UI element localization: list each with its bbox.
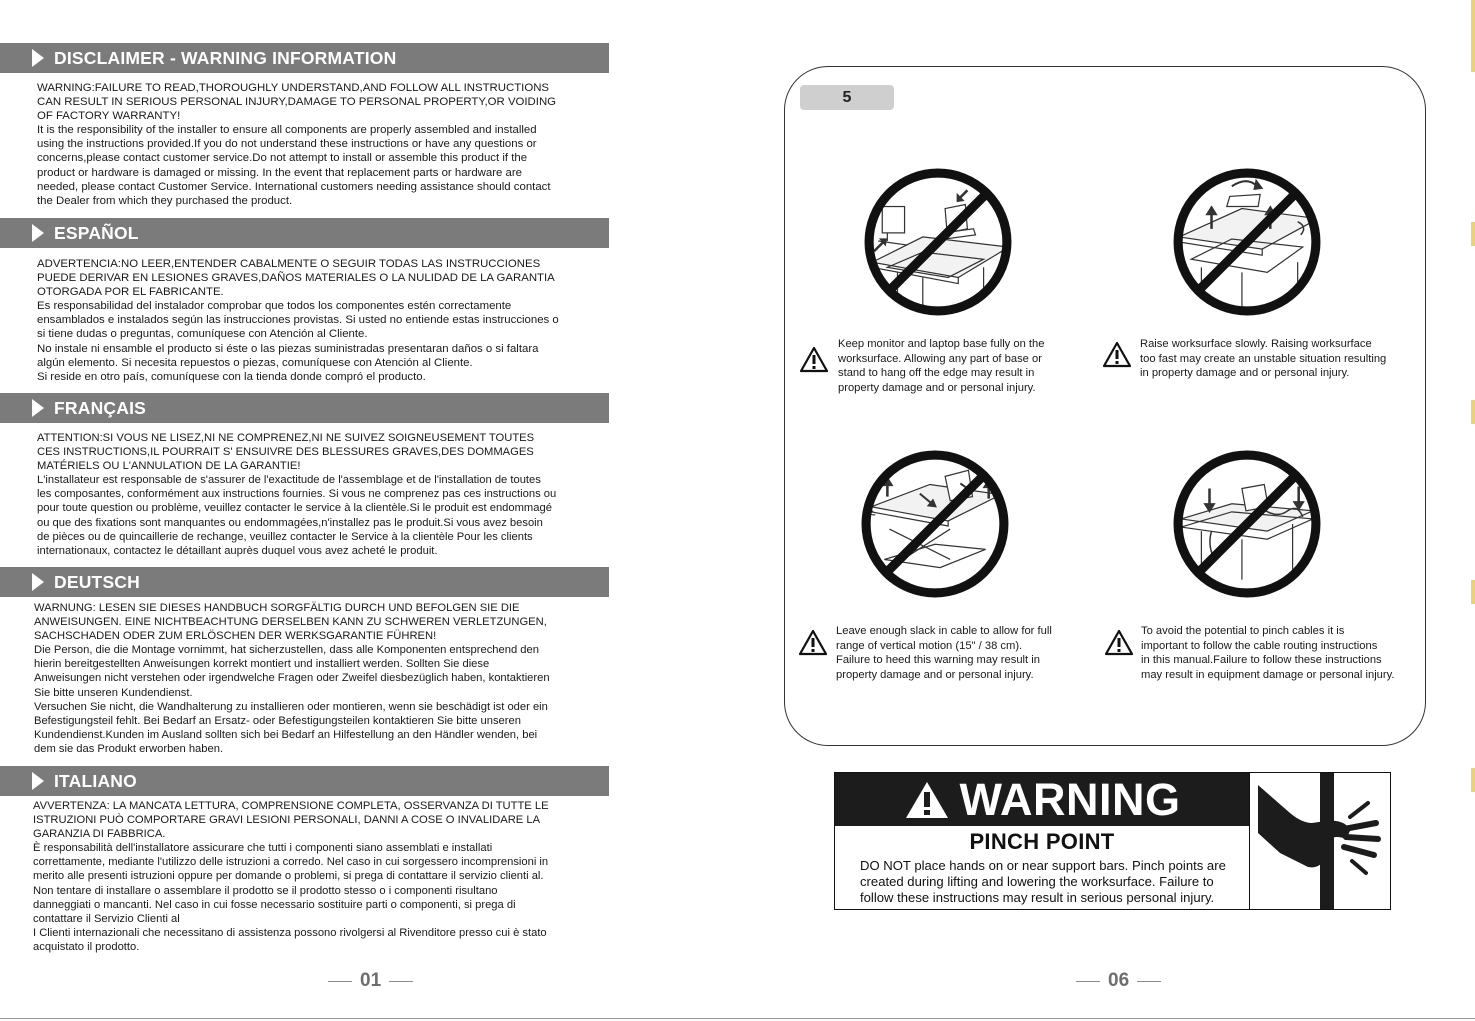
text-line: SACHSCHADEN ODER ZUM ERLÖSCHEN DER WERKSGARANTIE FÜHREN! xyxy=(34,630,437,643)
text-line: internationaux, contactez le détaillant auprès duquel vous avez acheté le produit. xyxy=(37,544,438,557)
text-line: MATÉRIELS OU L'ANNULATION DE LA GARANTIE! xyxy=(37,460,301,473)
text-line: Sie bitte unseren Kundendienst. xyxy=(34,686,193,699)
text-line: ATTENTION:SI VOUS NE LISEZ,NI NE COMPRENEZ,NI NE SUIVEZ SOIGNEUSEMENT TOUTES xyxy=(37,432,535,444)
text-line: Anweisungen nicht verstehen oder irgendwelche Fragen oder Zweifel diesbezüglich haben, kontaktieren xyxy=(34,672,550,685)
warning-subheading: PINCH POINT xyxy=(969,829,1115,854)
text-line: ANWEISUNGEN. EINE NICHTBEACHTUNG DERSELBEN KANN ZU SCHWEREN VERLETZUNGEN, xyxy=(34,616,547,629)
page-number-label: 06 xyxy=(1108,970,1130,991)
section-espanol-body xyxy=(37,257,609,384)
text-line: concerns,please contact customer service.Do not attempt to install or assemble this product if the xyxy=(37,152,528,165)
text-line: It is the responsibility of the installer to ensure all components are properly assembled and installed xyxy=(37,124,537,137)
section-disclaimer-body xyxy=(37,81,609,208)
text-line: No instale ni ensamble el producto si éste o las piezas suministradas presentaran daños o si faltara xyxy=(37,342,539,355)
text-line: pour toute question ou problème, veuillez contacter le service à la clientèle.Si le produit est endommagé xyxy=(37,502,552,515)
prohibited-fast-raise-illustration xyxy=(1171,166,1323,318)
text-line: in property damage and or personal injury. xyxy=(1140,367,1350,380)
text-line: correttamente, mediante l'utilizzo delle istruzioni a corredo. Nel caso in cui sorgessero incomprensioni in xyxy=(33,856,549,869)
triangle-bullet-icon xyxy=(32,573,44,591)
page-number-left xyxy=(320,970,421,992)
text-line: created during lifting and lowering the worksurface. Failure to xyxy=(860,873,1214,889)
section-francais-body xyxy=(37,431,609,558)
text-line: WARNUNG: LESEN SIE DIESES HANDBUCH SORGFÄLTIG DURCH UND BEFOLGEN SIE DIE xyxy=(34,602,520,614)
text-line: may result in equipment damage or personal injury. xyxy=(1141,668,1395,681)
section-title: DISCLAIMER - WARNING INFORMATION xyxy=(54,47,397,68)
text-line: ISTRUZIONI PUÒ COMPORTARE GRAVI LESIONI PERSONALI, DANNI A COSE O INVALIDARE LA xyxy=(33,814,541,827)
triangle-bullet-icon xyxy=(32,772,44,790)
dash-right xyxy=(1137,981,1161,982)
section-disclaimer-header xyxy=(0,43,609,73)
section-francais-header xyxy=(0,393,609,423)
section-title: FRANÇAIS xyxy=(54,397,147,418)
text-line: Befestigungsteil fehlt. Bei Bedarf an Ersatz- oder Befestigungsteilen kontaktieren Sie bitte unseren xyxy=(34,714,521,727)
section-title: ESPAÑOL xyxy=(54,222,139,243)
section-title: DEUTSCH xyxy=(54,571,140,592)
triangle-bullet-icon xyxy=(32,49,44,67)
text-line: les composantes, conformément aux instructions fournies. Si vous ne comprenez pas ces instructions ou xyxy=(37,488,557,501)
text-line: Kundendienst.Kunden im Ausland sollten sich bei Bedarf an Hilfestellung an den Händler wenden, bei xyxy=(34,728,538,741)
warning-header xyxy=(835,773,1249,826)
text-line: OF FACTORY WARRANTY! xyxy=(37,110,181,123)
section-deutsch-header xyxy=(0,567,609,597)
edge-tab-mark xyxy=(1471,0,1475,72)
edge-tab-mark xyxy=(1471,768,1475,792)
text-line: Versuchen Sie nicht, die Wandhalterung zu installieren oder montieren, wenn sie beschädigt ist oder ein xyxy=(34,700,548,713)
text-line: stand to hang off the edge may result in xyxy=(838,367,1035,380)
text-line: Si reside en otro país, comuníquese con la tienda donde compró el producto. xyxy=(37,370,426,383)
text-line: Failure to heed this warning may result in xyxy=(836,654,1040,667)
caution-icon xyxy=(1102,341,1132,368)
text-line: È responsabilità dell'installatore assicurare che tutti i componenti siano assemblati e installati xyxy=(33,842,493,855)
text-line: Die Person, die die Montage vornimmt, hat sicherzustellen, dass alle Komponenten entsprechend den xyxy=(34,644,539,657)
text-line: danneggiati o mancanti. Nel caso in cui fosse necessario sostituire parti o componenti, si prega di xyxy=(33,898,516,911)
prohibited-pinched-cable-illustration xyxy=(1171,448,1323,600)
text-line: GARANZIA DI FABBRICA. xyxy=(33,828,166,841)
pinch-hand-pictogram xyxy=(1249,773,1391,909)
triangle-bullet-icon xyxy=(32,399,44,417)
text-line: contattare il Servizio Clienti al xyxy=(33,912,180,925)
dash-left xyxy=(328,981,352,982)
text-line: Non tentare di installare o assemblare il prodotto se il prodotto stesso o i componenti risultano xyxy=(33,884,498,897)
text-line: product or hardware is damaged or missing. In the event that replacement parts or hardware are xyxy=(37,166,522,179)
text-line: merito alle presenti istruzioni oppure per domande o problemi, si prega di contattare il servizio clienti al. xyxy=(33,870,544,883)
text-line: needed, please contact Customer Service. International customers needing assistance should contact xyxy=(37,180,551,193)
text-line: ADVERTENCIA:NO LEER,ENTENDER CABALMENTE O SEGUIR TODAS LAS INSTRUCCIONES xyxy=(37,258,541,270)
text-line: algún elemento. Si necesita repuestos o piezas, comuníquese con Atención al Cliente. xyxy=(37,356,473,369)
warning-text xyxy=(860,858,1240,905)
text-line: property damage and or personal injury. xyxy=(836,668,1034,681)
dash-left xyxy=(1076,981,1100,982)
text-line: the Dealer from which they purchased the product. xyxy=(37,194,293,207)
caution-icon xyxy=(798,629,828,656)
edge-tab-mark xyxy=(1471,222,1475,246)
text-line: Es responsabilidad del instalador comprobar que todos los componentes estén correctamente xyxy=(37,300,512,313)
triangle-bullet-icon xyxy=(32,224,44,242)
prohibited-tight-cable-illustration xyxy=(859,448,1011,600)
text-line: Raise worksurface slowly. Raising worksurface xyxy=(1140,338,1372,350)
text-line: ensamblados e instalados según las instrucciones provistas. Si usted no entiende estas instrucciones o xyxy=(37,314,559,327)
text-line: PUEDE DERIVAR EN LESIONES GRAVES,DAÑOS MATERIALES O LA NULIDAD DE LA GARANTIA xyxy=(37,272,555,285)
text-line: Leave enough slack in cable to allow for full xyxy=(836,625,1052,637)
text-line: Keep monitor and laptop base fully on the xyxy=(838,338,1045,350)
caution-text xyxy=(836,624,1080,682)
caution-icon xyxy=(1104,629,1134,656)
caution-text xyxy=(1140,337,1418,381)
section-italiano-body xyxy=(33,799,609,954)
text-line: too fast may create an unstable situation resulting xyxy=(1140,352,1387,365)
edge-tab-mark xyxy=(1471,580,1475,604)
section-title: ITALIANO xyxy=(54,770,137,791)
text-line: important to follow the cable routing instructions xyxy=(1141,639,1378,652)
caution-icon xyxy=(799,346,829,373)
warning-heading: WARNING xyxy=(959,773,1181,825)
text-line: CES INSTRUCTIONS,IL POURRAIT S' ENSUIVRE DES BLESSURES GRAVES,DES DOMMAGES xyxy=(37,446,534,459)
section-italiano-header xyxy=(0,766,609,796)
text-line: AVVERTENZA: LA MANCATA LETTURA, COMPRENSIONE COMPLETA, OSSERVANZA DI TUTTE LE xyxy=(33,800,549,812)
text-line: I Clienti internazionali che necessitano di assistenza possono rivolgersi al Rivenditore presso cui è stato xyxy=(33,926,547,939)
section-deutsch-body xyxy=(34,601,609,756)
text-line: range of vertical motion (15" / 38 cm). xyxy=(836,639,1023,652)
hand-pinch-icon xyxy=(1250,773,1390,909)
prohibited-overhang-illustration xyxy=(862,166,1014,318)
text-line: CAN RESULT IN SERIOUS PERSONAL INJURY,DAMAGE TO PERSONAL PROPERTY,OR VOIDING xyxy=(37,96,557,109)
step-badge: 5 xyxy=(800,85,894,110)
text-line: property damage and or personal injury. xyxy=(838,381,1036,394)
text-line: in this manual.Failure to follow these instructions xyxy=(1141,654,1382,667)
warning-triangle-icon xyxy=(904,780,950,820)
text-line: de pièces ou de quincaillerie de rechange, veuillez contacter le Service à la clientèle Pour les clients xyxy=(37,530,533,543)
text-line: acquistato il prodotto. xyxy=(33,940,140,953)
text-line: OTORGADA POR EL FABRICANTE. xyxy=(37,286,224,299)
text-line: hierin bereitgestellten Anweisungen korrekt montiert und installiert werden. Sollten Sie diese xyxy=(34,658,490,671)
text-line: WARNING:FAILURE TO READ,THOROUGHLY UNDERSTAND,AND FOLLOW ALL INSTRUCTIONS xyxy=(37,82,550,94)
text-line: worksurface. Allowing any part of base or xyxy=(838,352,1042,365)
caution-text xyxy=(1141,624,1421,682)
page-number-label: 01 xyxy=(360,970,382,991)
text-line: DO NOT place hands on or near support bars. Pinch points are xyxy=(860,858,1226,873)
section-espanol-header xyxy=(0,218,609,248)
text-line: ou que des fixations sont manquantes ou endommagées,n'installez pas le produit.Si vous avez besoin xyxy=(37,516,543,529)
text-line: si tiene dudas o preguntas, comuníquese con Atención al Cliente. xyxy=(37,328,368,341)
text-line: using the instructions provided.If you do not understand these instructions or have any questions or xyxy=(37,138,537,151)
edge-tab-mark xyxy=(1471,400,1475,424)
bottom-rule xyxy=(0,1018,1475,1019)
text-line: To avoid the potential to pinch cables it is xyxy=(1141,625,1345,637)
dash-right xyxy=(389,981,413,982)
caution-text xyxy=(838,337,1078,395)
text-line: dem sie das Produkt erworben haben. xyxy=(34,742,224,755)
page-number-right xyxy=(1068,970,1169,992)
text-line: L'installateur est responsable de s'assurer de l'exactitude de l'assemblage et de l'installation de toutes xyxy=(37,474,541,487)
text-line: follow these instructions may result in serious personal injury. xyxy=(860,889,1215,905)
